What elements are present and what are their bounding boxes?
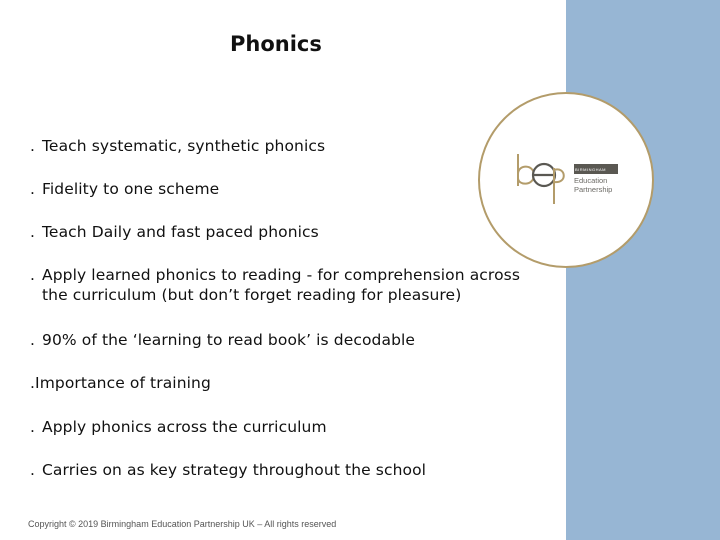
- bullet-text: Teach Daily and fast paced phonics: [42, 223, 319, 241]
- bullet-marker: .: [30, 266, 36, 284]
- bullet-marker: .: [30, 223, 36, 241]
- copyright-footer: Copyright © 2019 Birmingham Education Partnership UK – All rights reserved: [28, 519, 337, 529]
- bullet-item: [30, 418, 327, 436]
- bullet-item: [30, 266, 520, 304]
- slide-title: Phonics: [230, 32, 322, 56]
- bullet-text: Carries on as key strategy throughout the school: [42, 461, 427, 479]
- bullet-marker: .: [30, 180, 36, 198]
- bep-logo-mark: [514, 152, 570, 208]
- bullet-item: [30, 137, 325, 155]
- bullet-text: 90% of the ‘learning to read book’ is decodable: [42, 331, 416, 349]
- bullet-item: [30, 180, 219, 198]
- bullet-item: [30, 331, 415, 349]
- bullet-text: Teach systematic, synthetic phonics: [42, 137, 326, 155]
- bullet-item: [30, 461, 426, 479]
- bullet-text: Apply learned phonics to reading - for comprehension across: [42, 266, 520, 284]
- bullet-marker: .: [30, 374, 36, 392]
- bep-logo-text: [574, 164, 644, 194]
- bep-logo-line3: Partnership: [574, 185, 613, 194]
- bullet-item: [30, 223, 319, 241]
- bullet-marker: .: [30, 137, 36, 155]
- bep-logo: [478, 92, 654, 268]
- side-accent-band: [566, 0, 720, 540]
- bullet-marker: .: [30, 331, 36, 349]
- bullet-text-continuation: the curriculum (but don’t forget reading for pleasure): [42, 286, 462, 304]
- bullet-marker: .: [30, 418, 36, 436]
- bullet-item: [30, 374, 211, 392]
- bep-logo-line1: BIRMINGHAM: [574, 164, 618, 174]
- bullet-text: Fidelity to one scheme: [42, 180, 220, 198]
- bep-logo-line2: Education: [574, 176, 608, 185]
- bullet-text: Apply phonics across the curriculum: [42, 418, 327, 436]
- bullet-marker: .: [30, 461, 36, 479]
- bullet-text: Importance of training: [35, 374, 211, 392]
